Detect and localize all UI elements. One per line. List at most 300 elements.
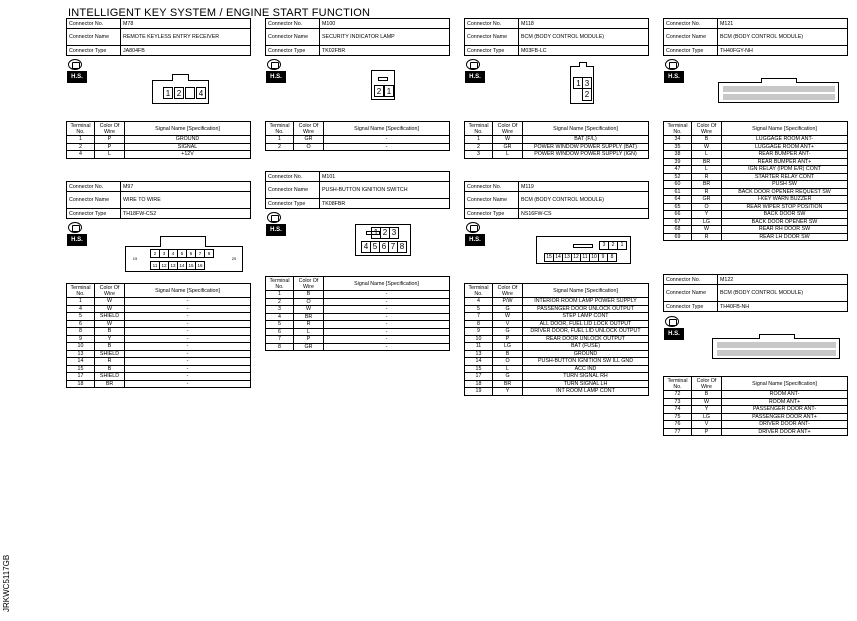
wire-color: P xyxy=(95,143,125,151)
label-connector-name: Connector Name xyxy=(67,29,121,46)
wire-color: G xyxy=(493,373,523,381)
wire-color: W xyxy=(692,398,722,406)
signal-name: DRIVER DOOR ANT- xyxy=(722,421,848,429)
wire-color: P/W xyxy=(493,298,523,306)
connector-type-value: NS16FW-CS xyxy=(519,209,649,219)
signal-name: PUSH-BUTTON IGNITION SW ILL GND xyxy=(523,358,649,366)
label-connector-type: Connector Type xyxy=(465,46,519,56)
terminal-no: 69 xyxy=(664,233,692,241)
signal-name: - xyxy=(125,380,251,388)
connector-m100-signal-table: Terminal No. Color Of Wire Signal Name [Specification] 1 GR - 2 O - xyxy=(265,121,450,151)
wire-color: R xyxy=(692,173,722,181)
label-connector-type: Connector Type xyxy=(266,46,320,56)
connector-name-value: REMOTE KEYLESS ENTRY RECEIVER xyxy=(121,29,251,46)
cavity: 20 xyxy=(231,256,237,261)
cavity: 1 xyxy=(617,241,627,250)
signal-name: ROOM ANT+ xyxy=(722,398,848,406)
table-row xyxy=(266,336,450,344)
terminal-no: 64 xyxy=(664,196,692,204)
table-row xyxy=(465,151,649,159)
wire-color: LG xyxy=(493,343,523,351)
table-row xyxy=(67,298,251,306)
hs-harness-side-icon: H.S. xyxy=(266,59,286,84)
table-row xyxy=(266,306,450,314)
terminal-no: 4 xyxy=(266,313,294,321)
signal-name: ACC IND xyxy=(523,365,649,373)
terminal-no: 61 xyxy=(664,188,692,196)
connector-type-value: TH18FW-CS2 xyxy=(121,209,251,219)
signal-name: - xyxy=(125,365,251,373)
terminal-no: 66 xyxy=(664,211,692,219)
cavity: 11 xyxy=(580,253,590,262)
terminal-no: 76 xyxy=(664,421,692,429)
wire-color: BR xyxy=(95,380,125,388)
cavity: 5 xyxy=(370,241,380,253)
signal-name: - xyxy=(125,373,251,381)
label-connector-name: Connector Name xyxy=(465,192,519,209)
signal-name: REAR WIPER STOP POSITION xyxy=(722,203,848,211)
signal-name: PUSH SW xyxy=(722,181,848,189)
label-connector-no: Connector No. xyxy=(465,19,519,29)
terminal-no: 1 xyxy=(67,136,95,144)
cavity: 7 xyxy=(388,241,398,253)
terminal-no: 19 xyxy=(465,388,493,396)
table-row xyxy=(67,305,251,313)
signal-name: BAT (FUSE) xyxy=(523,343,649,351)
signal-name: I-KEY WARN BUZZER xyxy=(722,196,848,204)
terminal-no: 2 xyxy=(266,143,294,151)
signal-name: - xyxy=(324,306,450,314)
terminal-no: 68 xyxy=(664,226,692,234)
signal-name: BAT (F/L) xyxy=(523,136,649,144)
signal-name: DRIVER DOOR, FUEL LID UNLOCK OUTPUT xyxy=(523,328,649,336)
wire-color: Y xyxy=(493,388,523,396)
wire-color: R xyxy=(95,358,125,366)
wire-color: LG xyxy=(692,218,722,226)
terminal-no: 11 xyxy=(465,343,493,351)
label-connector-type: Connector Type xyxy=(266,199,320,209)
signal-name: +12V xyxy=(125,151,251,159)
wire-color: GR xyxy=(692,196,722,204)
cavity: 14 xyxy=(177,261,187,270)
wire-color: BR xyxy=(493,380,523,388)
connector-no-value: M97 xyxy=(121,182,251,192)
connector-no-value: M101 xyxy=(320,172,450,182)
signal-name: REAR RH DOOR SW xyxy=(722,226,848,234)
wire-color: GR xyxy=(294,343,324,351)
terminal-no: 9 xyxy=(67,335,95,343)
wire-color: W xyxy=(493,313,523,321)
hs-harness-side-icon: H.S. xyxy=(67,222,87,247)
table-row xyxy=(465,143,649,151)
wire-color: BR xyxy=(294,313,324,321)
cavity: 10 xyxy=(589,253,599,262)
terminal-no: 10 xyxy=(465,335,493,343)
table-row xyxy=(664,158,848,166)
table-row xyxy=(465,350,649,358)
connector-m101-info xyxy=(265,171,450,209)
table-row xyxy=(664,218,848,226)
table-row xyxy=(465,380,649,388)
wire-color: W xyxy=(95,298,125,306)
signal-name: BACK DOOR OPENER SW xyxy=(722,218,848,226)
label-connector-name: Connector Name xyxy=(465,29,519,46)
terminal-no: 60 xyxy=(664,181,692,189)
signal-name: ROOM ANT- xyxy=(722,391,848,399)
connector-m97-signal-table: Terminal No. Color Of Wire Signal Name [Specification] 1 W - 4 W - 5 SHIELD - 6 W - 8 B - 9 Y - 10 B - 13 SHIELD - 14 R - 15 B - 17 SHIELD - 18 BR - xyxy=(66,283,251,388)
label-connector-no: Connector No. xyxy=(266,172,320,182)
terminal-no: 4 xyxy=(67,305,95,313)
table-row xyxy=(664,233,848,241)
table-row xyxy=(664,226,848,234)
connector-m122-face xyxy=(712,338,840,359)
table-row xyxy=(465,373,649,381)
connector-name-value: PUSH-BUTTON IGNITION SWITCH xyxy=(320,182,450,199)
wire-color: GR xyxy=(294,136,324,144)
wire-color: Y xyxy=(692,211,722,219)
wire-color: BR xyxy=(692,158,722,166)
terminal-no: 74 xyxy=(664,406,692,414)
wire-color: B xyxy=(95,343,125,351)
wire-color: W xyxy=(692,143,722,151)
terminal-no: 47 xyxy=(664,166,692,174)
label-connector-name: Connector Name xyxy=(664,285,718,302)
terminal-no: 72 xyxy=(664,391,692,399)
connector-m118-signal-table: Terminal No. Color Of Wire Signal Name [Specification] 1 W BAT (F/L) 2 GR POWER WINDOW POWER SUPPLY (BAT) 3 L POWER WINDOW POWER SUPPLY (IGN) xyxy=(464,121,649,159)
signal-name: PASSENGER DOOR ANT+ xyxy=(722,413,848,421)
signal-name: REAR BUMPER ANT- xyxy=(722,151,848,159)
cavity: 3 xyxy=(159,249,169,258)
label-connector-no: Connector No. xyxy=(266,19,320,29)
table-row xyxy=(67,313,251,321)
table-row xyxy=(664,421,848,429)
connector-m122-info xyxy=(663,274,848,312)
terminal-no: 5 xyxy=(465,305,493,313)
connector-m97-info xyxy=(66,181,251,219)
connector-type-value: TK08FBR xyxy=(320,199,450,209)
wire-color: B xyxy=(692,136,722,144)
table-row xyxy=(465,358,649,366)
wire-color: L xyxy=(294,328,324,336)
cavity: 8 xyxy=(607,253,617,262)
wire-color: GR xyxy=(493,143,523,151)
terminal-no: 1 xyxy=(266,291,294,299)
terminal-no: 18 xyxy=(465,380,493,388)
signal-name: - xyxy=(125,320,251,328)
label-connector-name: Connector Name xyxy=(67,192,121,209)
terminal-no: 65 xyxy=(664,203,692,211)
terminal-no: 4 xyxy=(67,151,95,159)
wire-color: R xyxy=(294,321,324,329)
label-connector-no: Connector No. xyxy=(67,182,121,192)
table-row xyxy=(266,313,450,321)
connector-m78-info xyxy=(66,18,251,56)
table-row xyxy=(465,305,649,313)
cavity: 13 xyxy=(562,253,572,262)
table-row xyxy=(465,388,649,396)
wire-color: SHIELD xyxy=(95,350,125,358)
wire-color: L xyxy=(692,151,722,159)
connector-m122-signal-table: Terminal No. Color Of Wire Signal Name [Specification] 72 B ROOM ANT- 73 W ROOM ANT+ 74 Y PASSENGER DOOR ANT- 75 LG PASSENGER DOOR ANT+ 76 V DRIVER DOOR ANT- 77 P DRIVER DOOR ANT+ xyxy=(663,376,848,436)
table-row xyxy=(465,328,649,336)
table-row xyxy=(266,136,450,144)
document-code: JRKWC5117GB xyxy=(2,554,11,612)
signal-name: - xyxy=(324,321,450,329)
cavity: 3 xyxy=(599,241,609,250)
terminal-no: 3 xyxy=(266,306,294,314)
connector-m101-signal-table: Terminal No. Color Of Wire Signal Name [Specification] 1 B - 2 O - 3 W - 4 BR - 5 R - 6 L - 7 P - 8 GR - xyxy=(265,276,450,351)
table-row xyxy=(465,320,649,328)
label-connector-name: Connector Name xyxy=(664,29,718,46)
connector-no-value: M119 xyxy=(519,182,649,192)
cavity: 8 xyxy=(204,249,214,258)
terminal-no: 7 xyxy=(465,313,493,321)
wire-color: O xyxy=(692,203,722,211)
table-row xyxy=(664,136,848,144)
hs-harness-side-icon: H.S. xyxy=(664,316,684,341)
signal-name: INT ROOM LAMP CONT xyxy=(523,388,649,396)
table-row xyxy=(664,398,848,406)
table-row xyxy=(67,335,251,343)
table-row xyxy=(67,358,251,366)
signal-name: SIGNAL xyxy=(125,143,251,151)
terminal-no: 75 xyxy=(664,413,692,421)
table-row xyxy=(67,373,251,381)
terminal-no: 15 xyxy=(465,365,493,373)
signal-name: BACK DOOR OPENER REQUEST SW xyxy=(722,188,848,196)
signal-name: LUGGAGE ROOM ANT- xyxy=(722,136,848,144)
signal-name: PASSENGER DOOR ANT- xyxy=(722,406,848,414)
table-row xyxy=(664,391,848,399)
connector-m119-signal-table: Terminal No. Color Of Wire Signal Name [Specification] 4 P/W INTERIOR ROOM LAMP POWER SUPPLY 5 G PASSENGER DOOR UNLOCK OUTPUT 7 W STEP LAMP CONT 8 V ALL DOOR, FUEL LID LOCK OUTPUT 9 G DRIVER DOOR, FUEL LID UNLOCK OUTPUT 10 P REAR DOOR UNLOCK OUTPUT 11 LG BAT (FUSE) 13 B GROUND 14 O PUSH-BUTTON IGNITION SW ILL GND 15 L ACC IND 17 G TURN SIGNAL RH 18 BR TURN SIGNAL LH 19 Y INT ROOM LAMP CONT xyxy=(464,283,649,396)
wire-color: P xyxy=(294,336,324,344)
table-row xyxy=(465,298,649,306)
cavity: 13 xyxy=(168,261,178,270)
terminal-no: 2 xyxy=(465,143,493,151)
terminal-no: 10 xyxy=(67,343,95,351)
wire-color: W xyxy=(493,136,523,144)
connector-type-value: TK02FBR xyxy=(320,46,450,56)
terminal-no: 8 xyxy=(67,328,95,336)
signal-name: - xyxy=(324,136,450,144)
signal-name: BACK DOOR SW xyxy=(722,211,848,219)
signal-name: - xyxy=(324,143,450,151)
cavity: 6 xyxy=(186,249,196,258)
table-row xyxy=(67,320,251,328)
terminal-no: 7 xyxy=(266,336,294,344)
wire-color: Y xyxy=(95,335,125,343)
terminal-no: 4 xyxy=(465,298,493,306)
table-row xyxy=(67,343,251,351)
hs-harness-side-icon: H.S. xyxy=(67,59,87,84)
cavity: 2 xyxy=(374,85,384,97)
connector-m121-signal-table: Terminal No. Color Of Wire Signal Name [Specification] 34 B LUGGAGE ROOM ANT- 35 W LUGGAGE ROOM ANT+ 38 L REAR BUMPER ANT- 39 BR REAR BUMPER ANT+ 47 L IGN RELAY (IPDM E/R) CONT 52 R STARTER RELAY CONT 60 BR PUSH SW 61 R BACK DOOR OPENER REQUEST SW 64 GR I-KEY WARN BUZZER 65 O REAR WIPER STOP POSITION 66 Y BACK DOOR SW 67 LG BACK DOOR OPENER SW 68 W REAR RH DOOR SW 69 R REAR LH DOOR SW xyxy=(663,121,848,241)
connector-m119-info xyxy=(464,181,649,219)
table-row xyxy=(465,343,649,351)
wire-color: W xyxy=(95,320,125,328)
cavity: 4 xyxy=(196,87,206,99)
terminal-no: 35 xyxy=(664,143,692,151)
signal-name: - xyxy=(125,313,251,321)
terminal-no: 17 xyxy=(465,373,493,381)
terminal-no: 15 xyxy=(67,365,95,373)
wire-color: G xyxy=(493,305,523,313)
table-row xyxy=(664,166,848,174)
cavity: 2 xyxy=(380,227,390,239)
table-row xyxy=(664,203,848,211)
label-connector-type: Connector Type xyxy=(67,209,121,219)
signal-name: - xyxy=(324,328,450,336)
label-connector-type: Connector Type xyxy=(465,209,519,219)
signal-name: PASSENGER DOOR UNLOCK OUTPUT xyxy=(523,305,649,313)
connector-name-value: BCM (BODY CONTROL MODULE) xyxy=(519,29,649,46)
cavity: 6 xyxy=(379,241,389,253)
table-row xyxy=(67,365,251,373)
cavity: 1 xyxy=(163,87,173,99)
cavity: 1 xyxy=(384,85,394,97)
terminal-no: 52 xyxy=(664,173,692,181)
label-connector-type: Connector Type xyxy=(67,46,121,56)
table-row xyxy=(266,328,450,336)
cavity: 7 xyxy=(195,249,205,258)
connector-m78-signal-table: Terminal No. Color Of Wire Signal Name [Specification] 1 P GROUND 2 P SIGNAL 4 L +12V xyxy=(66,121,251,159)
connector-name-value: BCM (BODY CONTROL MODULE) xyxy=(718,285,848,302)
terminal-no: 6 xyxy=(67,320,95,328)
table-row xyxy=(266,343,450,351)
terminal-no: 13 xyxy=(67,350,95,358)
table-row xyxy=(266,143,450,151)
table-row xyxy=(67,143,251,151)
table-row xyxy=(67,151,251,159)
terminal-no: 5 xyxy=(67,313,95,321)
cavity: 4 xyxy=(361,241,371,253)
table-row xyxy=(67,350,251,358)
table-row xyxy=(664,188,848,196)
table-row xyxy=(664,143,848,151)
signal-name: - xyxy=(125,298,251,306)
signal-name: TURN SIGNAL RH xyxy=(523,373,649,381)
terminal-no: 39 xyxy=(664,158,692,166)
connector-m101-face xyxy=(355,224,411,256)
terminal-no: 5 xyxy=(266,321,294,329)
wire-color: P xyxy=(493,335,523,343)
terminal-no: 38 xyxy=(664,151,692,159)
signal-name: - xyxy=(324,291,450,299)
wire-color: V xyxy=(692,421,722,429)
cavity: 15 xyxy=(544,253,554,262)
connector-m97-face xyxy=(125,246,243,272)
terminal-no: 17 xyxy=(67,373,95,381)
cavity: 2 xyxy=(582,89,592,101)
wire-color: B xyxy=(95,365,125,373)
connector-m100-info xyxy=(265,18,450,56)
wire-color: O xyxy=(493,358,523,366)
terminal-no: 2 xyxy=(67,143,95,151)
terminal-no: 8 xyxy=(266,343,294,351)
terminal-no: 14 xyxy=(465,358,493,366)
signal-name: POWER WINDOW POWER SUPPLY (BAT) xyxy=(523,143,649,151)
cavity: 14 xyxy=(553,253,563,262)
wire-color: L xyxy=(493,365,523,373)
signal-name: IGN RELAY (IPDM E/R) CONT xyxy=(722,166,848,174)
wire-color: G xyxy=(493,328,523,336)
label-connector-no: Connector No. xyxy=(664,275,718,285)
label-connector-no: Connector No. xyxy=(67,19,121,29)
cavity: 5 xyxy=(177,249,187,258)
wire-color: SHIELD xyxy=(95,313,125,321)
table-row xyxy=(67,328,251,336)
wire-color: P xyxy=(95,136,125,144)
signal-name: DRIVER DOOR ANT+ xyxy=(722,428,848,436)
label-connector-type: Connector Type xyxy=(664,302,718,312)
table-row xyxy=(266,291,450,299)
terminal-no: 2 xyxy=(266,298,294,306)
terminal-no: 1 xyxy=(465,136,493,144)
wire-color: BR xyxy=(692,181,722,189)
signal-name: LUGGAGE ROOM ANT+ xyxy=(722,143,848,151)
label-connector-type: Connector Type xyxy=(664,46,718,56)
signal-name: ALL DOOR, FUEL LID LOCK OUTPUT xyxy=(523,320,649,328)
wire-color: R xyxy=(692,233,722,241)
cavity: 2 xyxy=(174,87,184,99)
table-row xyxy=(664,181,848,189)
table-row xyxy=(465,313,649,321)
wire-color: L xyxy=(692,166,722,174)
wire-color: O xyxy=(294,143,324,151)
terminal-no: 8 xyxy=(465,320,493,328)
terminal-no: 34 xyxy=(664,136,692,144)
signal-name: - xyxy=(125,305,251,313)
cavity: 16 xyxy=(195,261,205,270)
hs-harness-side-icon: H.S. xyxy=(465,59,485,84)
label-connector-name: Connector Name xyxy=(266,182,320,199)
terminal-no: 13 xyxy=(465,350,493,358)
wire-color: O xyxy=(294,298,324,306)
label-connector-no: Connector No. xyxy=(465,182,519,192)
signal-name: REAR DOOR UNLOCK OUTPUT xyxy=(523,335,649,343)
table-row xyxy=(465,136,649,144)
wire-color: B xyxy=(493,350,523,358)
cavity: 4 xyxy=(168,249,178,258)
connector-type-value: TH40FGY-NH xyxy=(718,46,848,56)
wire-color: SHIELD xyxy=(95,373,125,381)
signal-name: STARTER RELAY CONT xyxy=(722,173,848,181)
terminal-no: 73 xyxy=(664,398,692,406)
connector-m121-info xyxy=(663,18,848,56)
wire-color: W xyxy=(294,306,324,314)
wire-color: B xyxy=(692,391,722,399)
signal-name: REAR LH DOOR SW xyxy=(722,233,848,241)
connector-type-value: TH40FB-NH xyxy=(718,302,848,312)
signal-name: INTERIOR ROOM LAMP POWER SUPPLY xyxy=(523,298,649,306)
table-row xyxy=(664,211,848,219)
connector-no-value: M100 xyxy=(320,19,450,29)
signal-name: TURN SIGNAL LH xyxy=(523,380,649,388)
wire-color: L xyxy=(95,151,125,159)
table-row xyxy=(67,136,251,144)
table-row xyxy=(465,335,649,343)
table-row xyxy=(664,428,848,436)
signal-name: GROUND xyxy=(523,350,649,358)
cavity: 2 xyxy=(150,249,160,258)
signal-name: - xyxy=(125,358,251,366)
cavity: 11 xyxy=(150,261,160,270)
wire-color: W xyxy=(692,226,722,234)
cavity: 1 xyxy=(371,227,381,239)
signal-name: - xyxy=(324,336,450,344)
connector-name-value: SECURITY INDICATOR LAMP xyxy=(320,29,450,46)
wire-color: B xyxy=(294,291,324,299)
